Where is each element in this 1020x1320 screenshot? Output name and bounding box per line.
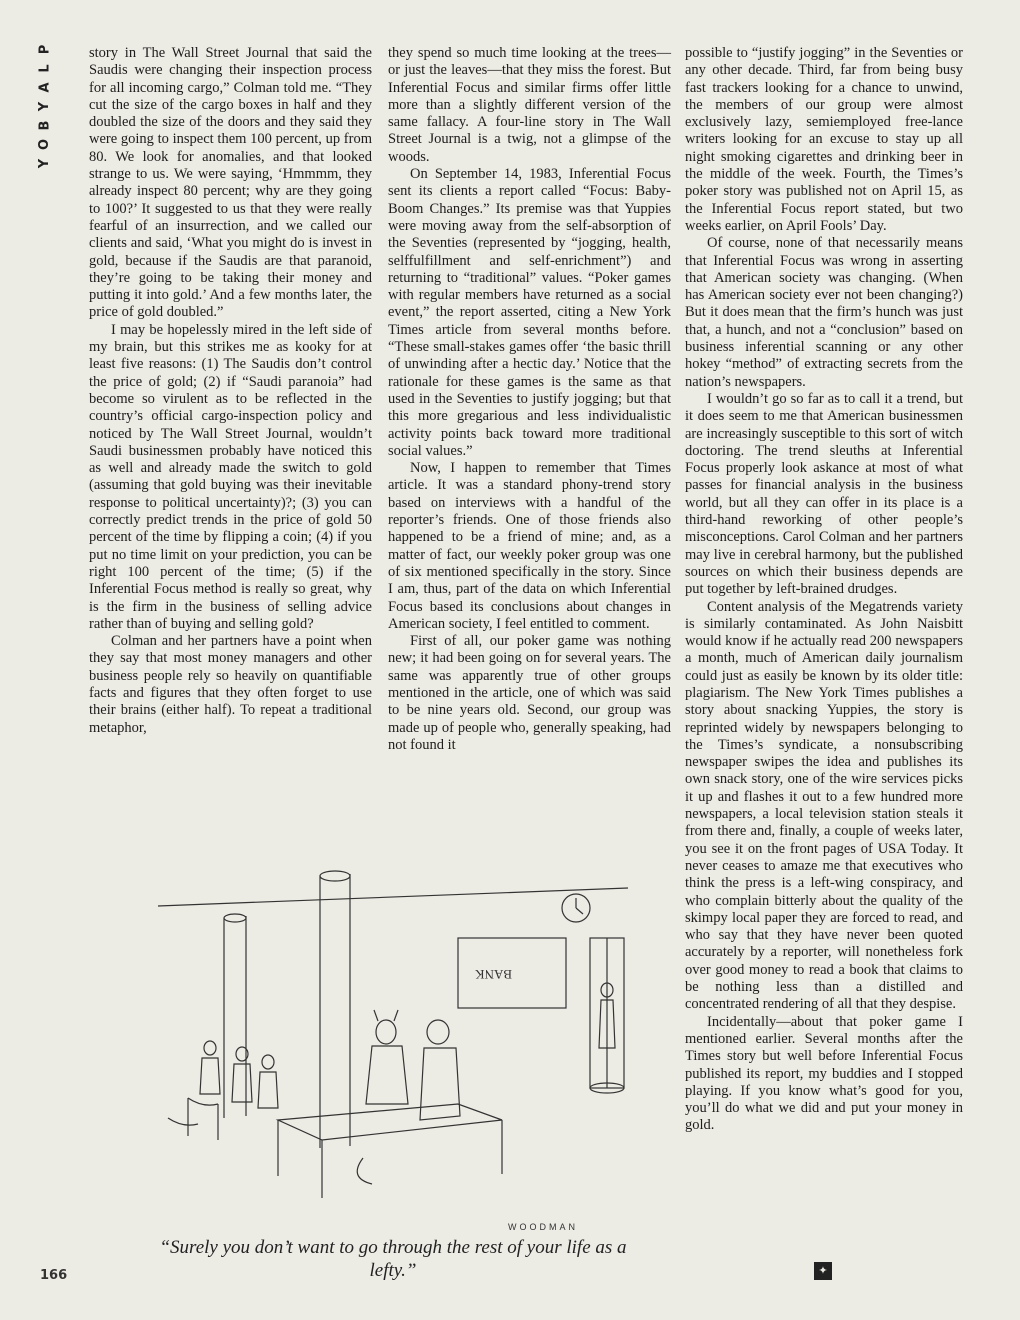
- article-column-2: [388, 45, 671, 754]
- paragraph: Colman and her partners have a point when they say that most money managers and other business people rely so heavily on quantifiable facts and figures that they often forget to use their brains (either half). To repeat a traditional metaphor,: [89, 633, 372, 736]
- paragraph: Incidentally—about that poker game I mentioned earlier. Several months after the Times story but well before Inferential Focus published its report, my buddies and I stopped playing. If you know what’s good for you, you’ll do what we did and put your money in gold.: [685, 1013, 963, 1134]
- cartoon-signature: WOODMAN: [508, 1222, 578, 1232]
- masthead-letter: Y: [37, 158, 53, 169]
- masthead-letter: B: [37, 120, 53, 131]
- masthead-vertical: [34, 40, 56, 173]
- article-column-3: [685, 45, 963, 1135]
- paragraph: possible to “justify jogging” in the Seventies or any other decade. Third, far from being busy fast trackers looking for a chance to unwind, the members of our group were almost exclusively lazy, semiemployed free-lance writers looking for an excuse to stay up all night smoking cigarettes and drinking beer in the middle of the week. Fourth, the Times’s poker story was published not on April 15, as the Inferential Focus report stated, but two weeks earlier, on April Fools’ Day.: [685, 45, 963, 234]
- page-number: 166: [40, 1268, 68, 1283]
- masthead-letter: Y: [37, 101, 53, 112]
- paragraph: they spend so much time looking at the trees—or just the leaves—that they miss the forest. But Inferential Focus and similar firms offer little more than a slightly different version of the same fallacy. A four-line story in The Wall Street Journal is a twig, not a glimpse of the woods.: [388, 45, 671, 165]
- paragraph: Content analysis of the Megatrends variety is similarly contaminated. As John Naisbitt would know if he actually read 200 newspapers a month, much of American daily journalism could just as easily be known by its older title: plagiarism. The New York Times publishes a story about snacking Yuppies, the story is reprinted widely by newspapers belonging to the Times’s syndicate, a nonsubscribing newspaper swipes the idea and publishes its own snack story, one of the wire services picks it up and flashes it out to a few hundred more newspapers, a local television station steals it from there and, finally, a couple of weeks later, you see it on the front pages of USA Today. It never ceases to amaze me that executives who think the press is a left-wing conspiracy, and who complain bitterly about the quality of the skimpy local paper they are forced to read, and who say that they have never been quoted accurately by a reporter, will nonetheless fork over good money to read a book that claims to be nothing less than a distilled and concentrated rendering of all that they despise.: [685, 598, 963, 1013]
- end-mark-icon: ✦: [814, 1262, 832, 1280]
- masthead-letter: L: [37, 64, 53, 73]
- paragraph: story in The Wall Street Journal that said the Saudis were changing their inspection process for all incoming cargo,” Colman told me. “They cut the size of the cargo boxes in half and they doubled the size of the doors and they said they were going to inspect them 100 percent, up from 80. We look for anomalies, and that looked strange to us. We were saying, ‘Hmmmm, they already inspect 80 percent; why are they going to 100?’ It suggested to us that they were really fearful of an insurrection, and we called our clients and said, ‘What you might do is invest in gold, because if the Saudis are that paranoid, they’re going to be taking their money and putting it into gold.’ And a few months later, the price of gold doubled.”: [89, 45, 372, 321]
- masthead-letter: P: [37, 44, 53, 55]
- cartoon-illustration: [158, 858, 628, 1236]
- cartoon-caption: “Surely you don’t want to go through the rest of your life as a lefty.”: [159, 1237, 627, 1281]
- masthead-letter: O: [37, 138, 53, 151]
- paragraph: On September 14, 1983, Inferential Focus sent its clients a report called “Focus: Baby-Boom Changes.” Its premise was that Yuppies were moving away from the self-absorption of the Seventies (represented by “jogging, health, selffulfillment and self-enrichment”) and returning to “traditional” values. “Poker games with regular members have returned as a social event,” the report asserted, citing a New York Times article from several months before. “These small-stakes games offer ‘the basic thrill of unwinding after a hectic day.’ Notice that the rationale for these games is the same as that used in the Seventies to justify jogging; but that this more gregarious and less individualistic activity points back toward more traditional social values.”: [388, 166, 671, 459]
- article-column-1: [89, 45, 372, 737]
- masthead-letter: A: [37, 82, 53, 93]
- paragraph: First of all, our poker game was nothing new; it had been going on for several years. The same was apparently true of other groups mentioned in the article, one of which was said to be nine years old. Second, our group was made up of people who, generally speaking, had not found it: [388, 633, 671, 753]
- bank-sign: BANK: [475, 967, 512, 982]
- paragraph: Of course, none of that necessarily means that Inferential Focus was wrong in asserting that American society was changing. (When has American society ever not been changing?) But it does mean that the firm’s hunch was just that, a hunch, and not a “conclusion” based on business inferential scanning or any other hokey “method” of extracting secrets from the nation’s newspapers.: [685, 235, 963, 390]
- paragraph: Now, I happen to remember that Times article. It was a standard phony-trend story based on interviews with a handful of the reporter’s friends. One of those friends also happened to be a friend of mine; and, as a matter of fact, our weekly poker group was one of six mentioned specifically in the story. Since I am, thus, part of the data on which Inferential Focus based its conclusions about changes in American society, I feel entitled to comment.: [388, 460, 671, 632]
- paragraph: I wouldn’t go so far as to call it a trend, but it does seem to me that American businessmen are increasingly susceptible to this sort of witch doctoring. The trend sleuths at Inferential Focus properly look askance at most of what passes for financial analysis in the business world, but all they can offer in its place is a third-hand reworking of other people’s misconceptions. Carol Colman and her partners may live in cerebral harmony, but the published sources on which their business depends are put together by left-brained drudges.: [685, 390, 963, 598]
- paragraph: I may be hopelessly mired in the left side of my brain, but this strikes me as kooky for at least five reasons: (1) The Saudis don’t control the price of gold; (2) if “Saudi paranoia” had become so virulent as to be reflected in the country’s official cargo-inspection policy and noticed by The Wall Street Journal, wouldn’t Saudi businessmen probably have noticed this as well and already made the switch to gold (assuming that gold buying was their inevitable response to political uncertainty)?; (3) you can correctly predict trends in the price of gold 50 percent of the time by flipping a coin; (4) if you put no time limit on your prediction, you can be right 100 percent of the time; (5) if the Inferential Focus method is really so great, why is the firm in the business of selling advice rather than of buying and selling gold?: [89, 321, 372, 632]
